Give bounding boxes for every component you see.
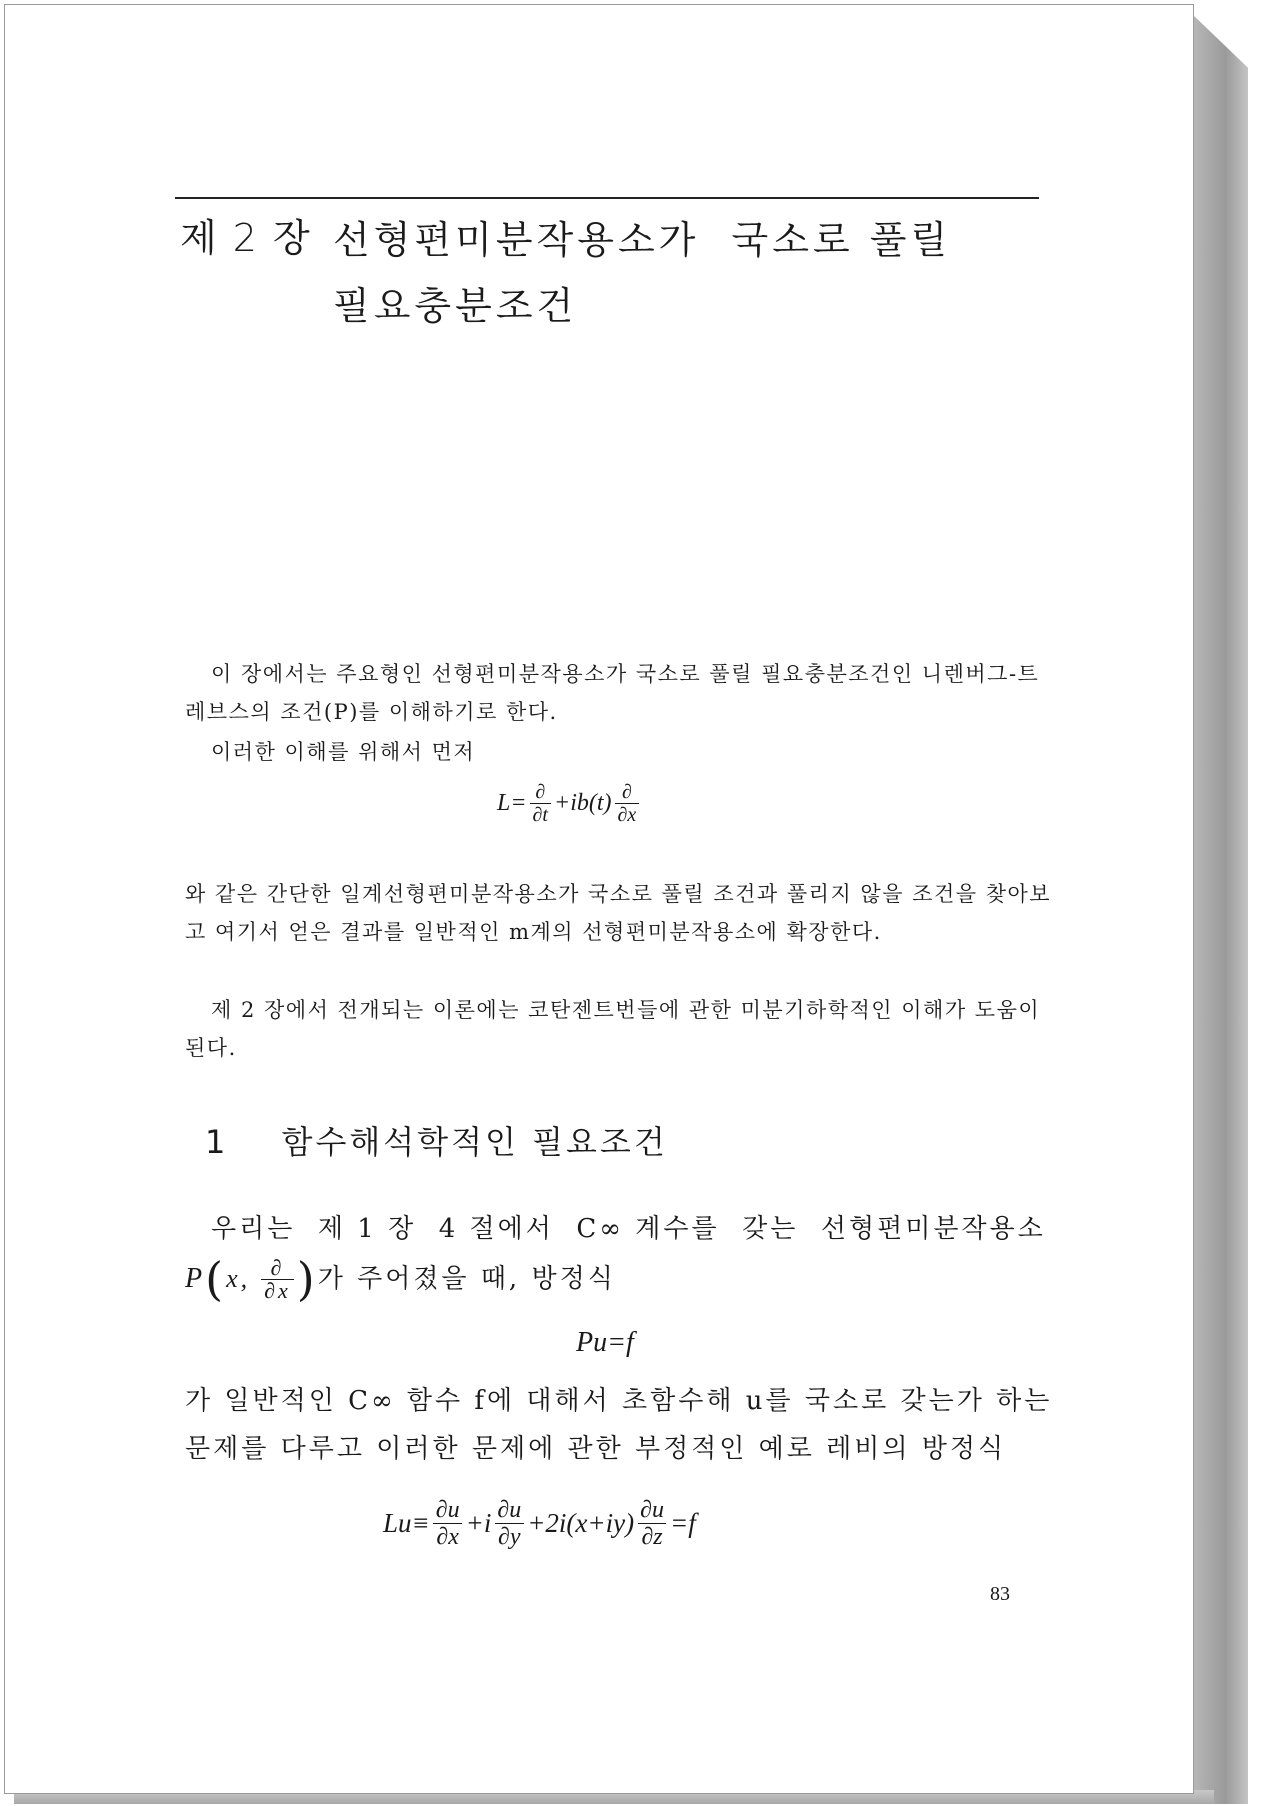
section-heading [205, 1117, 668, 1163]
formula-levy-equation [383, 1497, 696, 1550]
chapter-rule [175, 197, 1039, 199]
formula3-frac1-den: ∂x [433, 1523, 462, 1550]
left-paren: ( [205, 1252, 227, 1306]
formula1-frac1-den: ∂t [530, 803, 551, 826]
chapter-title-line1: 선형편미분작용소가 국소로 풀릴 [333, 218, 952, 262]
formula1-frac2-num: ∂ [621, 781, 632, 803]
operator-frac-num: ∂ [270, 1254, 285, 1280]
formula1-middle: +ib(t) [554, 790, 612, 816]
chapter-title-line2: 필요충분조건 [333, 284, 578, 328]
operator-rest: 가 주어졌을 때, 방정식 [317, 1264, 616, 1294]
operator-frac-den: ∂x [261, 1279, 294, 1302]
intro-paragraph-3: 와 같은 간단한 일계선형편미분작용소가 국소로 풀릴 조건과 풀리지 않을 조건을 찾아보고 여기서 얻은 결과를 일반적인 m계의 선형편미분작용소에 확장한다. [185, 882, 1052, 944]
page-number: 83 [990, 1583, 1010, 1605]
chapter-title [333, 207, 953, 339]
formula3-lhs: Lu≡ [383, 1508, 430, 1538]
operator-P: P [185, 1263, 206, 1294]
formula3-frac1-num: ∂u [435, 1497, 460, 1523]
section-paragraph-1-line1: 우리는 제 1 장 4 절에서 C∞ 계수를 갖는 선형편미분작용소 [211, 1214, 1046, 1244]
formula1-lhs: L= [497, 790, 527, 816]
formula3-rhs: =f [669, 1508, 696, 1538]
section-title: 함수해석학적인 필요조건 [281, 1123, 668, 1161]
formula1-frac1-num: ∂ [535, 781, 546, 803]
section-paragraph-2: 가 일반적인 C∞ 함수 f에 대해서 초함수해 u를 국소로 갖는가 하는 문제를 다루고 이러한 문제에 관한 부정적인 예로 레비의 방정식 [185, 1386, 1053, 1464]
formula3-frac2-den: ∂y [495, 1523, 524, 1550]
formula3-frac3-num: ∂u [640, 1497, 664, 1523]
book-page [4, 4, 1194, 1794]
formula3-frac3-den: ∂z [638, 1523, 665, 1550]
formula3-frac3 [637, 1497, 667, 1550]
formula1-frac1 [530, 781, 551, 826]
formula1-frac2-den: ∂x [615, 803, 640, 826]
formula-L-operator [497, 781, 642, 826]
formula3-frac2-num: ∂u [497, 1497, 522, 1523]
formula1-frac2 [615, 781, 640, 826]
formula3-frac2 [494, 1497, 524, 1550]
book-side-edge [1192, 14, 1248, 1804]
formula3-plus-i: +i [465, 1508, 492, 1538]
formula3-mid: +2i(x+iy) [527, 1508, 635, 1538]
section-paragraph-1-line2 [185, 1252, 1055, 1306]
intro-paragraph-2: 이러한 이해를 위해서 먼저 [211, 740, 476, 764]
operator-arg-x: x, [226, 1264, 251, 1293]
intro-paragraph-4: 제 2 장에서 전개되는 이론에는 코탄젠트번들에 관한 미분기하학적인 이해가 도움이 된다. [185, 998, 1041, 1060]
formula3-frac1 [433, 1497, 463, 1550]
formula-Pu-f: Pu=f [576, 1327, 634, 1358]
right-paren: ) [296, 1252, 318, 1306]
operator-frac [261, 1254, 294, 1303]
intro-paragraph-1: 이 장에서는 주요형인 선형편미분작용소가 국소로 풀릴 필요충분조건인 니렌버그-트레브스의 조건(P)를 이해하기로 한다. [185, 662, 1040, 724]
section-number: 1 [205, 1123, 229, 1161]
chapter-number: 제 2 장 [180, 216, 312, 260]
